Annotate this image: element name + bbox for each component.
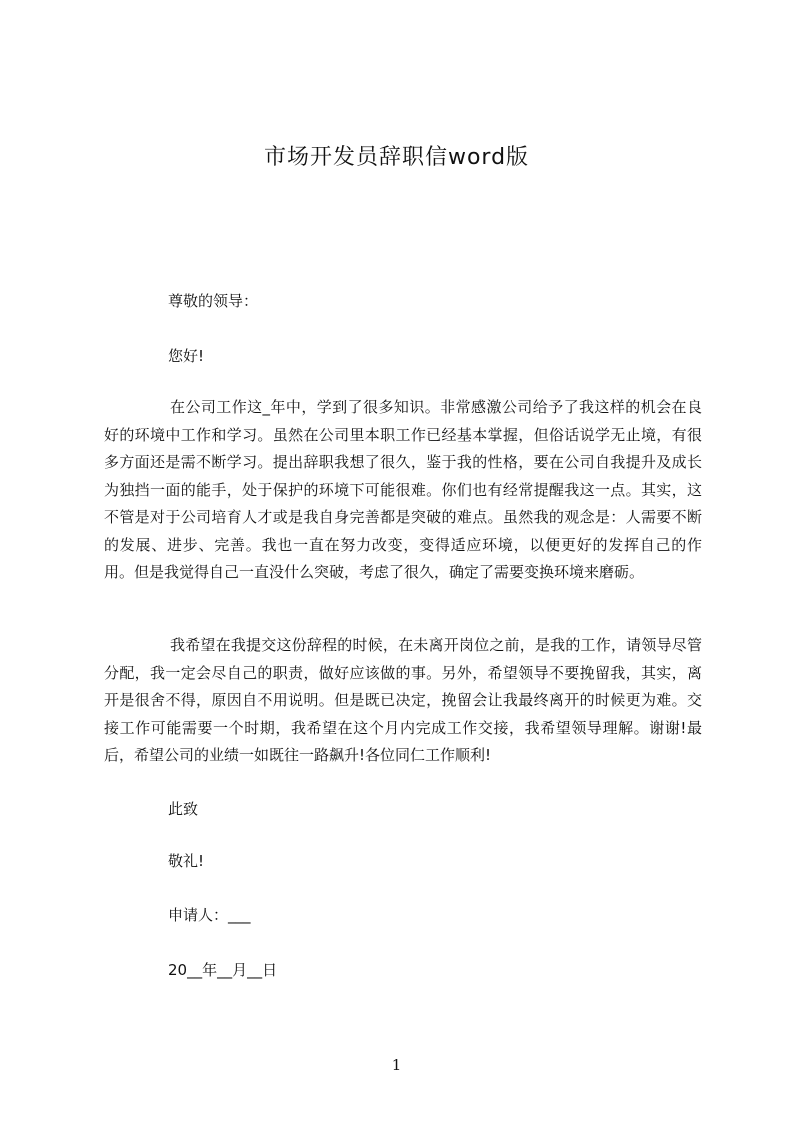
document-title: 市场开发员辞职信word版 [263,145,530,170]
body-paragraph-2: 我希望在我提交这份辞程的时候，在未离开岗位之前，是我的工作，请领导尽管分配，我一定会尽自己的职责，做好应该做的事。另外，希望领导不要挽留我，其实，离开是很舍不得，原因自不用说明。但是既已决定，挽留会让我最终离开的时候更为难。交接工作可能需要一个时期，我希望在这个月内完成工作交接，我希望领导理解。谢谢!最后，希望公司的业绩一如既往一路飙升!各位同仁工作顺利! [104,636,702,764]
page-number: 1 [391,1056,402,1074]
greeting: 您好! [168,347,205,365]
body-paragraph-1: 在公司工作这_年中，学到了很多知识。非常感激公司给予了我这样的机会在良好的环境中工作和学习。虽然在公司里本职工作已经基本掌握，但俗话说学无止境，有很多方面还是需不断学习。提出辞职我想了很久，鉴于我的性格，要在公司自我提升及成长为独挡一面的能手，处于保护的环境下可能很难。你们也有经常提醒我这一点。其实，这不管是对于公司培育人才或是我自身完善都是突破的难点。虽然我的观念是：人需要不断的发展、进步、完善。我也一直在努力改变，变得适应环境，以便更好的发挥自己的作用。但是我觉得自己一直没什么突破，考虑了很久，确定了需要变换环境来磨砺。 [104,398,702,581]
closing-regards: 此致 [168,800,199,818]
date-line: 20__年__月__日 [168,961,278,979]
salutation: 尊敬的领导： [168,292,259,310]
applicant-line: 申请人：___ [168,906,251,924]
closing-salute: 敬礼! [168,852,205,870]
